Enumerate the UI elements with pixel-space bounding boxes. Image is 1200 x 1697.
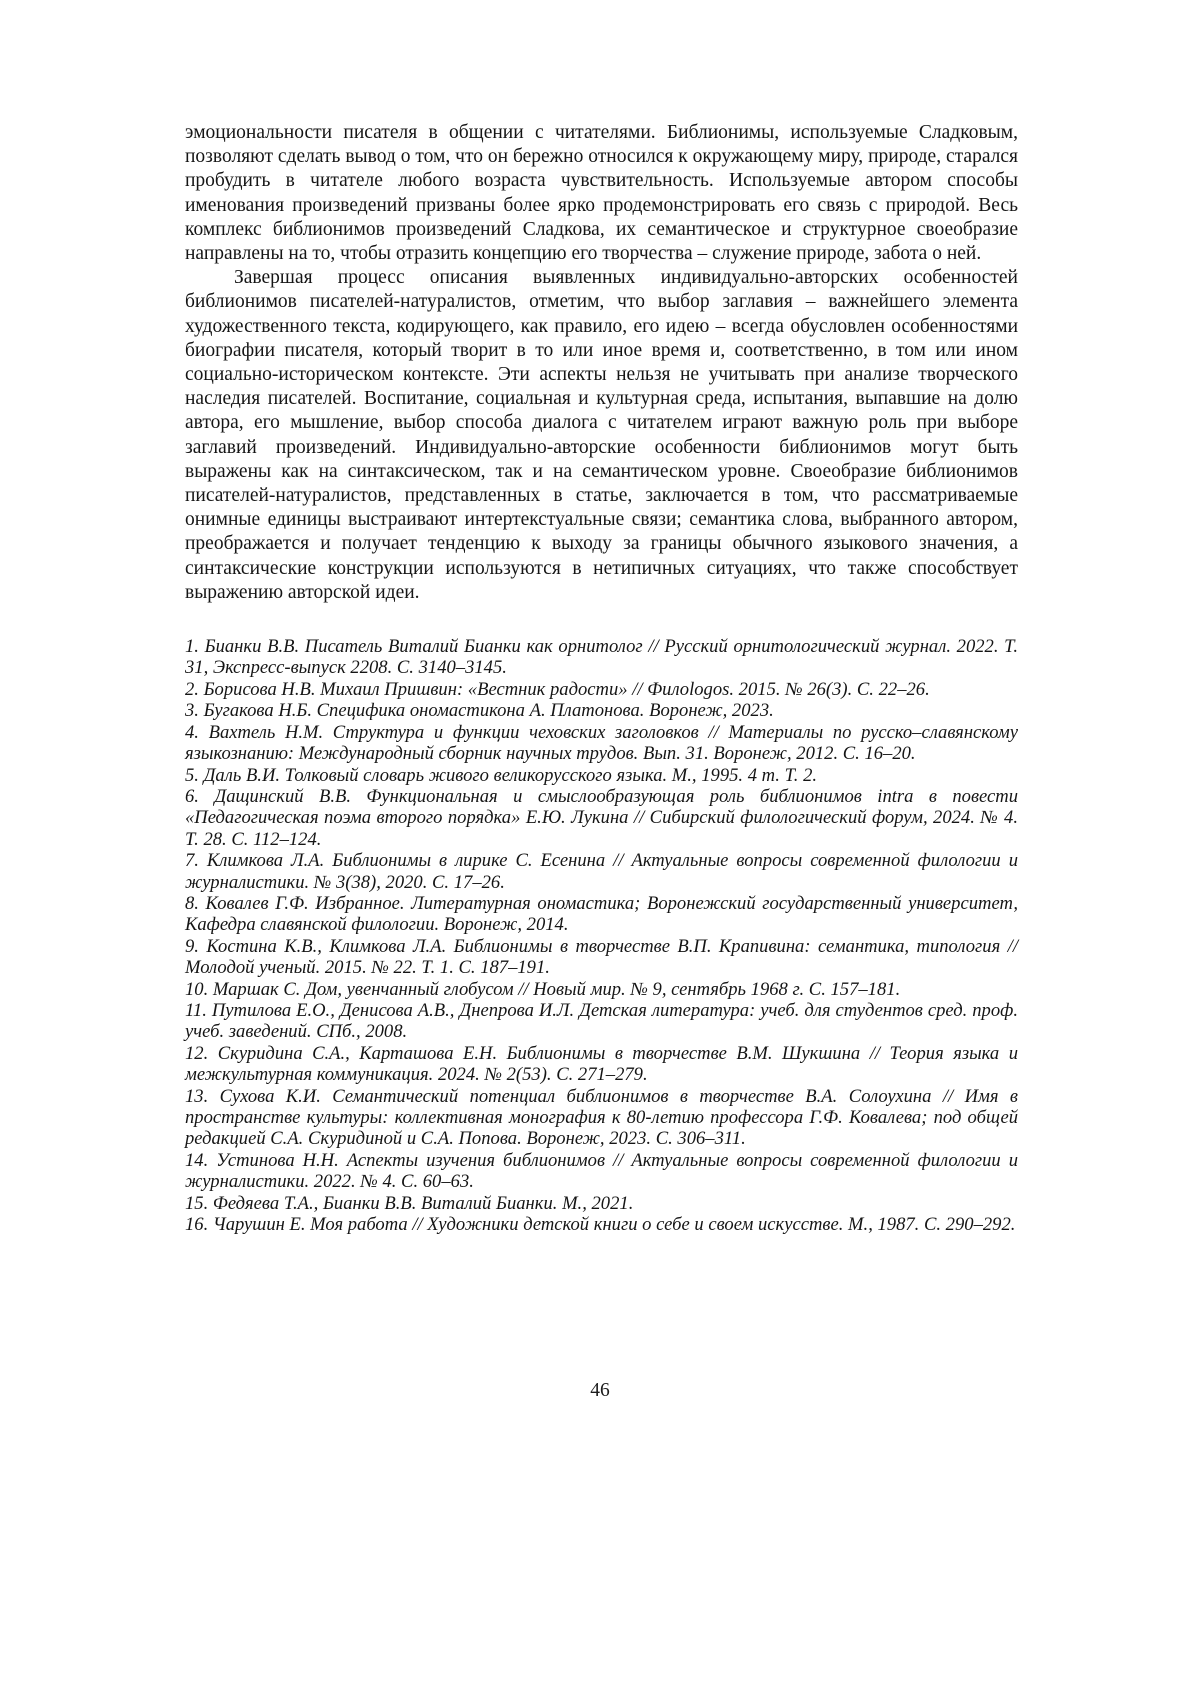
- reference-item-11: 11. Путилова Е.О., Денисова А.В., Днепрова И.Л. Детская литература: учеб. для студентов сред. проф. учеб. заведений. СПб., 2008.: [185, 999, 1018, 1043]
- reference-item-7: 7. Климкова Л.А. Библионимы в лирике С. Есенина // Актуальные вопросы современной филологии и журналистики. № 3(38), 2020. С. 17–26.: [185, 850, 1018, 893]
- reference-item-9: 9. Костина К.В., Климкова Л.А. Библионимы в творчестве В.П. Крапивина: семантика, типология // Молодой ученый. 2015. № 22. Т. 1. С. 187–191.: [185, 935, 1018, 979]
- reference-item-16: 16. Чарушин Е. Моя работа // Художники детской книги о себе и своем искусстве. М., 1987. С. 290–292.: [185, 1214, 1016, 1236]
- reference-item-13: 13. Сухова К.И. Семантический потенциал библионимов в творчестве В.А. Солоухина // Имя в пространстве культуры: коллективная монография к 80-летию профессора Г.Ф. Ковалева; под общей редакцией С.А. Скуридиной и С.А. Попова. Воронеж, 2023. С. 306–311.: [185, 1085, 1018, 1150]
- reference-item-6: 6. Дащинский В.В. Функциональная и смыслообразующая роль библионимов intra в повести «Педагогическая поэма второго порядка» Е.Ю. Лукина // Сибирский филологический форум, 2024. № 4. Т. 28. С. 112–124.: [185, 785, 1018, 850]
- reference-item-15: 15. Федяева Т.А., Бианки В.В. Виталий Бианки. М., 2021.: [185, 1192, 634, 1214]
- reference-item-14: 14. Устинова Н.Н. Аспекты изучения библионимов // Актуальные вопросы современной филологии и журналистики. 2022. № 4. С. 60–63.: [185, 1149, 1018, 1193]
- reference-item-5: 5. Даль В.И. Толковый словарь живого великорусского языка. М., 1995. 4 т. Т. 2.: [185, 764, 818, 786]
- reference-item-1: 1. Бианки В.В. Писатель Виталий Бианки как орнитолог // Русский орнитологический журнал. 2022. Т. 31, Экспресс-выпуск 2208. С. 3140–3145.: [185, 636, 1018, 679]
- reference-list: [185, 636, 1018, 1235]
- body-paragraph-continuation: эмоциональности писателя в общении с читателями. Библионимы, используемые Сладковым, позволяют сделать вывод о том, что он бережно относился к окружающему миру, природе, старался пробудить в читателе любого возраста чувствительность. Используемые автором способы именования произведений призваны более ярко продемонстрировать его связь с природой. Весь комплекс библионимов произведений Сладкова, их семантическое и структурное своеобразие направлены на то, чтобы отразить концепцию его творчества – служение природе, забота о ней.: [185, 122, 1018, 265]
- reference-item-2: 2. Борисова Н.В. Михаил Пришвин: «Вестник радости» // Филоlogos. 2015. № 26(3). С. 22–26.: [185, 678, 930, 700]
- reference-item-4: 4. Вахтель Н.М. Структура и функции чеховских заголовков // Материалы по русско–славянскому языкознанию: Международный сборник научных трудов. Вып. 31. Воронеж, 2012. С. 16–20.: [185, 721, 1018, 765]
- body-paragraph-conclusion: Завершая процесс описания выявленных индивидуально-авторских особенностей библионимов писателей-натуралистов, отметим, что выбор заглавия – важнейшего элемента художественного текста, кодирующего, как правило, его идею – всегда обусловлен особенностями биографии писателя, который творит в то или иное время и, соответственно, в том или ином социально-историческом контексте. Эти аспекты нельзя не учитывать при анализе творческого наследия писателей. Воспитание, социальная и культурная среда, испытания, выпавшие на долю автора, его мышление, выбор способа диалога с читателем играют важную роль при выборе заглавий произведений. Индивидуально-авторские особенности библионимов могут быть выражены как на синтаксическом, так и на семантическом уровне. Своеобразие библионимов писателей-натуралистов, представленных в статье, заключается в том, что рассматриваемые онимные единицы выстраивают интертекстуальные связи; семантика слова, выбранного автором, преображается и получает тенденцию к выходу за границы обычного языкового значения, а синтаксические конструкции используются в нетипичных ситуациях, что также способствует выражению авторской идеи.: [185, 267, 1018, 603]
- text-column: [185, 121, 1018, 1235]
- reference-item-12: 12. Скуридина С.А., Карташова Е.Н. Библионимы в творчестве В.М. Шукшина // Теория языка и межкультурная коммуникация. 2024. № 2(53). С. 271–279.: [185, 1042, 1018, 1086]
- reference-item-8: 8. Ковалев Г.Ф. Избранное. Литературная ономастика; Воронежский государственный университет, Кафедра славянской филологии. Воронеж, 2014.: [185, 892, 1018, 936]
- reference-item-10: 10. Маршак С. Дом, увенчанный глобусом // Новый мир. № 9, сентябрь 1968 г. С. 157–181.: [185, 978, 901, 1000]
- page-number: 46: [590, 1380, 610, 1401]
- reference-item-3: 3. Бугакова Н.Б. Специфика ономастикона А. Платонова. Воронеж, 2023.: [185, 700, 774, 722]
